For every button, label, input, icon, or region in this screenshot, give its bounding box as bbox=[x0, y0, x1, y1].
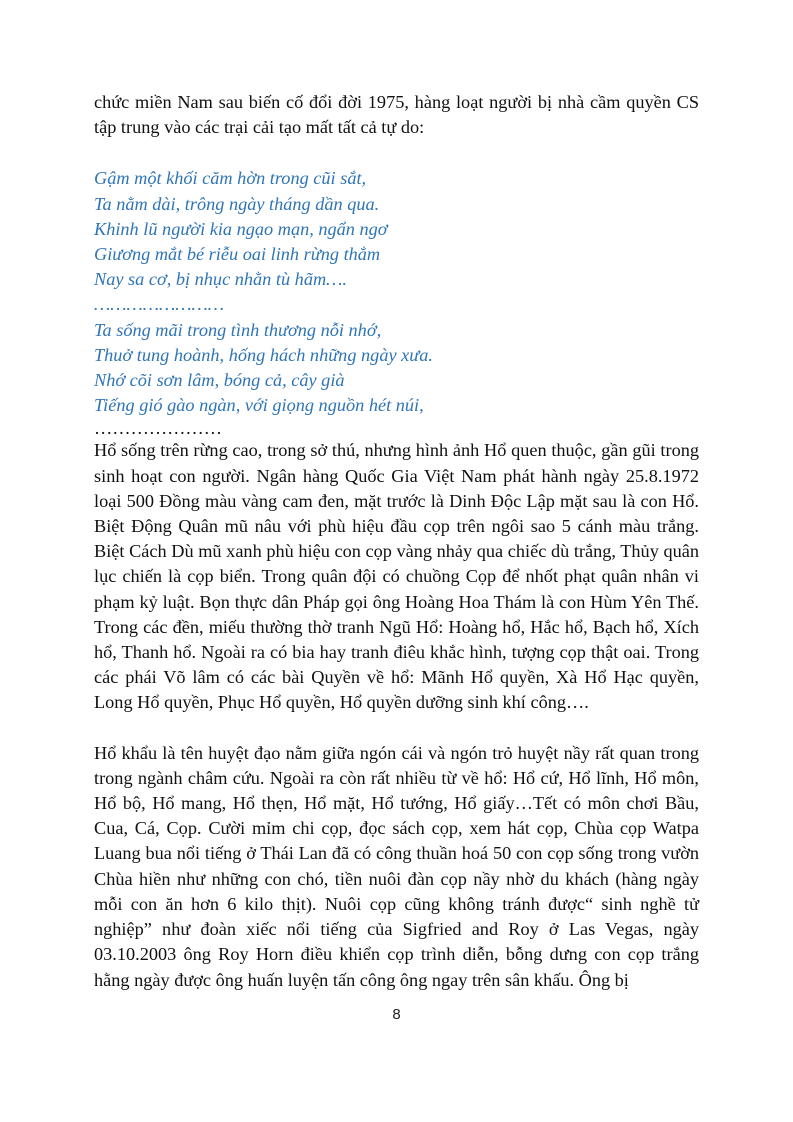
poem-block bbox=[94, 166, 699, 418]
poem-line: Tiếng gió gào ngàn, với giọng nguồn hét núi, bbox=[94, 395, 424, 416]
poem-line: Gậm một khối căm hờn trong cũi sắt, bbox=[94, 168, 367, 189]
tiger-words-paragraph: Hổ khẩu là tên huyệt đạo nằm giữa ngón cái và ngón trỏ huyệt nầy rất quan trong trong ngành châm cứu. Ngoài ra còn rất nhiều từ về hổ: Hổ cứ, Hổ lĩnh, Hổ môn, Hổ bộ, Hổ mang, Hổ thẹn, Hổ mặt, Hổ tướng, Hổ giấy…Tết có môn chơi Bầu, Cua, Cá, Cọp. Cười mỉm chi cọp, đọc sách cọp, xem hát cọp, Chùa cọp Watpa Luang bua nổi tiếng ở Thái Lan đã có công thuần hoá 50 con cọp sống trong vườn Chùa hiền như những con chó, tiền nuôi đàn cọp nầy nhờ du khách (hàng ngày mỗi con ăn hơn 6 kilo thịt). Nuôi cọp cũng không tránh được“ sinh nghề tử nghiệp” như đoàn xiếc nổi tiếng của Sigfried and Roy ở Las Vegas, ngày 03.10.2003 ông Roy Horn điều khiển cọp trình diễn, bỗng dưng con cọp trắng hằng ngày được ông huấn luyện tấn công ông ngay trên sân khấu. Ông bị bbox=[94, 742, 699, 990]
intro-paragraph: chức miền Nam sau biến cố đổi đời 1975, hàng loạt người bị nhà cầm quyền CS tập trung vào các trại cải tạo mất tất cả tự do: bbox=[94, 92, 699, 138]
poem-line: Giương mắt bé riễu oai linh rừng thẳm bbox=[94, 244, 381, 265]
poem-line: Ta sống mãi trong tình thương nỗi nhớ, bbox=[94, 319, 382, 340]
page-number: 8 bbox=[392, 1006, 401, 1023]
poem-line: Nhớ cõi sơn lâm, bóng cả, cây già bbox=[94, 370, 345, 391]
poem-ending-dots: ………………… bbox=[94, 418, 222, 439]
poem-separator: …………………… bbox=[94, 294, 225, 315]
poem-line: Nay sa cơ, bị nhục nhằn tù hãm…. bbox=[94, 269, 347, 290]
poem-line: Khinh lũ người kia ngạo mạn, ngẩn ngơ bbox=[94, 218, 388, 239]
paragraph-gap bbox=[94, 716, 699, 741]
poem-line: Thuở tung hoành, hống hách những ngày xưa. bbox=[94, 344, 433, 365]
poem-line: Ta nằm dài, trông ngày tháng dần qua. bbox=[94, 193, 380, 214]
tiger-culture-paragraph: Hổ sống trên rừng cao, trong sở thú, nhưng hình ảnh Hổ quen thuộc, gần gũi trong sinh hoạt con người. Ngân hàng Quốc Gia Việt Nam phát hành ngày 25.8.1972 loại 500 Đồng màu vàng cam đen, mặt trước là Dinh Độc Lập mặt sau là con Hổ. Biệt Động Quân mũ nâu với phù hiệu đầu cọp trên ngôi sao 5 cánh màu trắng. Biệt Cách Dù mũ xanh phù hiệu con cọp vàng nhảy qua chiếc dù trắng, Thủy quân lục chiến là cọp biển. Trong quân đội có chuồng Cọp để nhốt phạt quân nhân vi phạm kỷ luật. Bọn thực dân Pháp gọi ông Hoàng Hoa Thám là con Hùm Yên Thế. Trong các đền, miếu thường thờ tranh Ngũ Hổ: Hoàng hổ, Hắc hổ, Bạch hổ, Xích hổ, Thanh hổ. Ngoài ra có bia hay tranh điêu khắc hình, tượng cọp thật oai. Trong các phái Võ lâm có các bài Quyền về hổ: Mãnh Hổ quyền, Xà Hổ Hạc quyền, Long Hổ quyền, Phục Hổ quyền, Hổ quyền dưỡng sinh khí công…. bbox=[94, 440, 699, 713]
